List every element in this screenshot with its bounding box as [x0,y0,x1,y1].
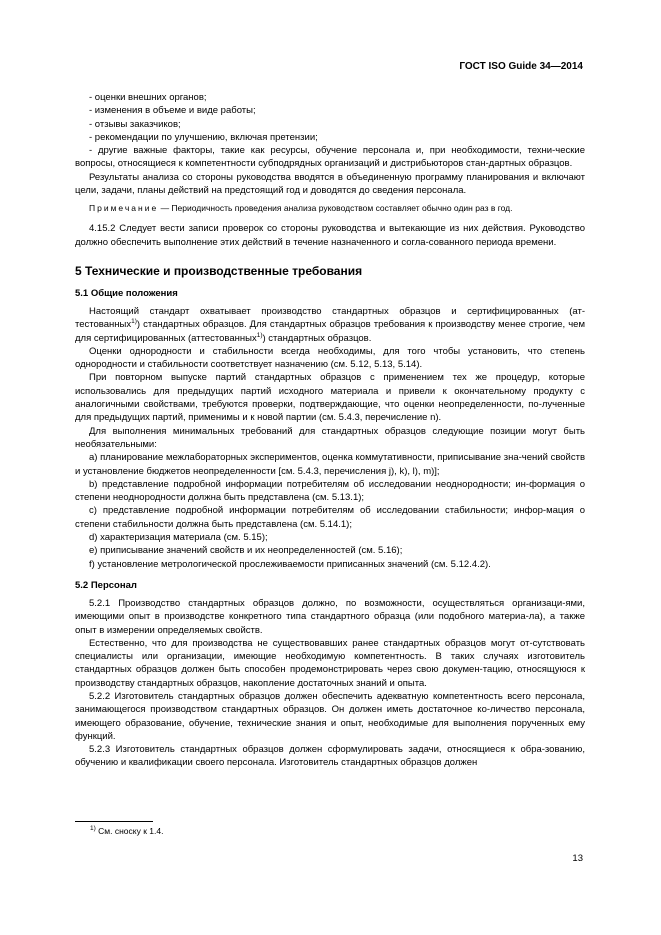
note-label: Примечание [89,203,159,214]
list-item: d) характеризация материала (см. 5.15); [89,532,268,544]
subsection-5-1-title: 5.1 Общие положения [75,287,178,299]
note [75,202,585,214]
text-run: Настоящий стандарт охватывает производство стандартных образцов и сертифицированных (ат-тестованных [75,305,585,331]
list-item: c) представление подробной информации потребителям об исследовании стабильности; инфор-мация о степени стабильности должна быть представлена (см. 5.14.1); [75,505,585,530]
paragraph-5-2-3: 5.2.3 Изготовитель стандартных образцов должен сформулировать задачи, относящиеся к обра-зованию, обучению и квалификации своего персонала. Изготовитель стандартных образцов должен [75,744,585,769]
section-5-title: 5 Технические и производственные требования [75,263,363,278]
paragraph-5-2-2: 5.2.2 Изготовитель стандартных образцов должен обеспечить адекватную компетентность всего персонала, занимающегося производством стандартных образцов. Он должен иметь достаточное ко-личество персонала, имеющего образование, обучение, технические знания и опыт, необходимые для выполнения порученных ему функций. [75,690,585,742]
page-number: 13 [572,853,583,864]
list-item: - другие важные факторы, такие как ресурсы, обучение персонала и, при необходимости, техни-ческие вопросы, относящиеся к компетентности субподрядных организаций и дистрибьюторов стан-дартных образцов. [75,145,585,170]
subsection-5-2-title: 5.2 Персонал [75,579,137,591]
footnote-divider [75,821,153,822]
list-item: а) планирование межлабораторных экспериментов, оценка коммутативности, приписывание зна-чений свойств и установление бюджетов неопределенности [см. 5.4.3, перечисления j), k), l), m)]; [75,452,585,477]
text-run: ) стандартных образцов. [262,332,372,344]
paragraph: Для выполнения минимальных требований для стандартных образцов следующие позиции могут быть необязательными: [75,425,585,450]
main-content [75,91,585,770]
paragraph-5-2-1: 5.2.1 Производство стандартных образцов должно, по возможности, осуществляться организаци-ями, имеющими опыт в производстве конкретного типа стандартного образца (или подобного материа-ла), а также опыт в измерении определяемых свойств. [75,597,585,636]
list-item: - рекомендации по улучшению, включая претензии; [89,131,318,143]
list-item: f) установление метрологической прослеживаемости приписанных значений (см. 5.12.4.2). [89,558,491,570]
list-item: - изменения в объеме и виде работы; [89,105,256,117]
footnote [90,825,163,837]
paragraph-5-1-intro [75,305,585,345]
results-paragraph: Результаты анализа со стороны руководства вводятся в объединенную программу планирования и включают цели, задачи, планы действий на предстоящий год и доводятся до сведения персонала. [75,171,585,197]
footnote-ref: 1) [131,318,137,326]
paragraph-4-15-2: 4.15.2 Следует вести записи проверок со стороны руководства и вытекающие из них действия. Руководство должно обеспечить выполнение этих действий в течение назначенного и согла-сованного периода времени. [75,223,585,248]
footnote-marker: 1) [90,825,96,833]
paragraph: При повторном выпуске партий стандартных образцов с применением тех же процедур, которые использовались для предыдущих партий исходного материала и привели к окончательному продукту с аналогичными свойствами, требуются проверки, подтверждающие, что оценки неопределенности, по-лученные для предыдущих партий, применимы и к новой партии (см. 5.4.3, перечисление n). [75,372,585,424]
list-item: - оценки внешних органов; [89,92,207,103]
text-run: ) стандартных образцов. Для стандартных образцов требования к производству менее строгие, чем для сертифицированных (аттестованных [75,319,585,344]
standard-designation: ГОСТ ISO Guide 34—2014 [459,61,583,72]
footnote-ref: 1) [256,331,263,339]
note-text: — Периодичность проведения анализа руководством составляет обычно один раз в год. [158,203,513,214]
paragraph: Естественно, что для производства не существовавших ранее стандартных образцов могут от-сутствовать специалисты или организации, имеющие необходимую компетентность. В таких случаях изготовитель стандартных образцов должен быть способен продемонстрировать через свою докумен-тацию, относящуюся к производству стандартных образцов, накопление достаточных знаний и опыта. [75,637,585,689]
list-item: e) приписывание значений свойств и их неопределенностей (см. 5.16); [89,545,403,557]
list-item: b) представление подробной информации потребителям об исследовании неоднородности; ин-формация о степени неоднородности должна быть представлена (см. 5.13.1); [75,478,585,504]
list-item: - отзывы заказчиков; [89,118,181,130]
footnote-text: См. сноску к 1.4. [95,826,164,836]
paragraph: Оценки однородности и стабильности всегда необходимы, для того чтобы установить, что степень однородности и стабильности соответствует назначению (см. 5.12, 5.13, 5.14). [75,345,585,371]
